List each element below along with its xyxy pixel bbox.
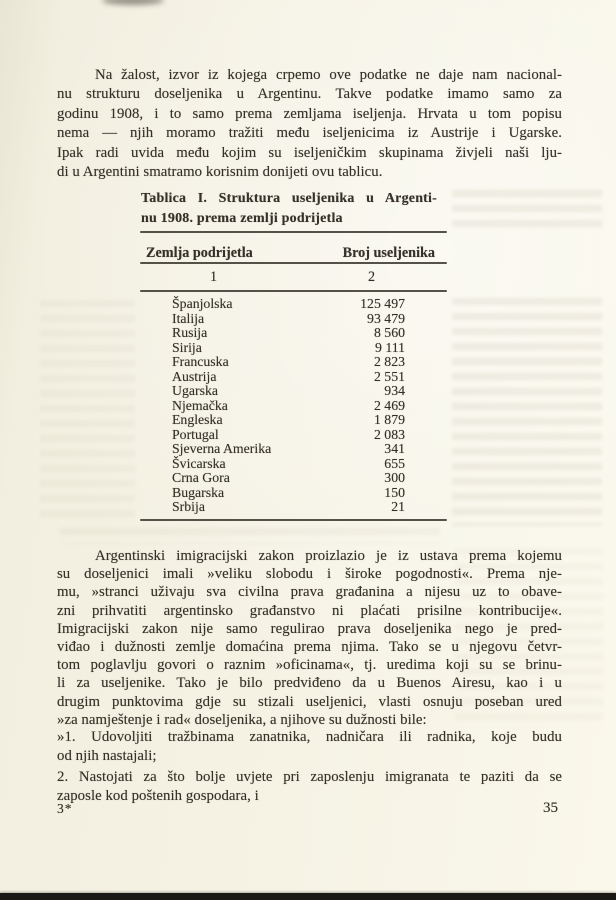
table-caption bbox=[141, 189, 437, 228]
table-rule-bottom bbox=[140, 519, 447, 521]
country-cell: Švicarska bbox=[172, 455, 226, 471]
text-line: Imigracijski zakon nije samo regulirao prava doseljenika nego je pred- bbox=[57, 620, 562, 637]
count-cell: 2 823 bbox=[373, 354, 405, 369]
count-cell: 93 479 bbox=[367, 310, 405, 326]
text-line: nema — njih moramo tražiti među iseljenicima iz Austrije i Ugarske. bbox=[57, 125, 562, 142]
table-row bbox=[140, 384, 447, 399]
table-body bbox=[140, 292, 447, 519]
paragraph-intro bbox=[57, 66, 562, 182]
country-cell: Ugarska bbox=[172, 383, 218, 398]
text-line: od njih nastajali; bbox=[57, 747, 157, 764]
country-cell: Rusija bbox=[172, 325, 208, 340]
count-cell: 934 bbox=[384, 383, 405, 398]
country-cell: Bugarska bbox=[172, 484, 225, 500]
table-row bbox=[140, 341, 447, 356]
country-cell: Srbija bbox=[172, 499, 205, 514]
country-cell: Italija bbox=[172, 310, 205, 326]
count-cell: 655 bbox=[384, 455, 405, 471]
page-number: 35 bbox=[543, 800, 558, 816]
table-row bbox=[140, 428, 447, 443]
text-line: su doseljenici imali »veliku slobodu i široke pogodnosti«. Prema nje- bbox=[57, 566, 562, 583]
table-row bbox=[140, 413, 447, 428]
count-cell: 2 551 bbox=[373, 368, 405, 384]
ink-bleedthrough bbox=[40, 300, 135, 520]
text-line: mu, »stranci uživaju sva civilna prava građanina a nijesu uz to obave- bbox=[57, 584, 562, 601]
ink-bleedthrough bbox=[60, 528, 440, 544]
column-header-country: Zemlja podrijetla bbox=[146, 245, 253, 262]
immigration-table bbox=[140, 231, 447, 521]
column-index-row bbox=[140, 264, 447, 290]
country-cell: Portugal bbox=[172, 426, 219, 442]
text-line: Argentinski imigracijski zakon proizlazio je iz ustava prema kojemu bbox=[95, 548, 562, 564]
column-header-count: Broj useljenika bbox=[342, 245, 435, 262]
column-index-2: 2 bbox=[368, 269, 376, 285]
country-cell: Austrija bbox=[172, 368, 217, 384]
text-line: di u Argentini smatramo korisnim donijeti ovu tablicu. bbox=[57, 164, 383, 181]
country-cell: Engleska bbox=[172, 412, 223, 427]
table-row bbox=[140, 442, 447, 457]
text-line: nu 1908. prema zemlji podrijetla bbox=[141, 210, 343, 226]
scan-smudge bbox=[102, 0, 164, 5]
text-line: viđao i dužnosti zemlje domaćina prema njima. Tako se u njegovu četvr- bbox=[57, 639, 562, 656]
ink-bleedthrough bbox=[452, 298, 602, 526]
country-cell: Sjeverna Amerika bbox=[172, 441, 272, 456]
list-item-2 bbox=[57, 768, 562, 806]
ink-bleedthrough bbox=[452, 190, 602, 235]
table-row bbox=[140, 500, 447, 515]
text-line: drugim punktovima gdje su stizali useljenici, vlasti osnuju poseban ured bbox=[57, 693, 562, 710]
column-index-1: 1 bbox=[210, 269, 218, 285]
count-cell: 21 bbox=[391, 499, 405, 514]
text-line: godinu 1908, i to samo prema zemljama iseljenja. Hrvata u tom popisu bbox=[57, 105, 562, 122]
country-cell: Španjolska bbox=[172, 296, 233, 311]
count-cell: 300 bbox=[384, 470, 405, 485]
count-cell: 9 111 bbox=[374, 339, 405, 355]
table-row bbox=[140, 326, 447, 341]
table-row bbox=[140, 312, 447, 327]
text-line: li za useljenike. Tako je bilo predviđeno da u Buenos Airesu, kao i u bbox=[57, 675, 562, 692]
text-line: »za namještenje i rad« doseljenika, a njihove su dužnosti bile: bbox=[57, 711, 427, 728]
table-row bbox=[140, 297, 447, 312]
table-row bbox=[140, 355, 447, 370]
table-row bbox=[140, 370, 447, 385]
country-cell: Francuska bbox=[172, 354, 229, 369]
count-cell: 1 879 bbox=[373, 412, 405, 427]
table-row bbox=[140, 471, 447, 486]
table-row bbox=[140, 399, 447, 414]
count-cell: 125 497 bbox=[360, 296, 405, 311]
text-line: zni prihvatiti argentinsko građanstvo ni plaćati prisilne kontribucije«. bbox=[57, 602, 562, 619]
text-line: tom poglavlju govori o raznim »oficinama«, tj. uredima koji su se brinu- bbox=[57, 657, 562, 674]
country-cell: Njemačka bbox=[172, 397, 228, 413]
table-header-row bbox=[140, 233, 447, 262]
count-cell: 8 560 bbox=[373, 325, 405, 340]
text-line: Tablica I. Struktura useljenika u Argenti- bbox=[141, 191, 437, 206]
text-line: Na žalost, izvor iz kojega crpemo ove podatke ne daje nam nacional- bbox=[95, 67, 562, 83]
country-cell: Crna Gora bbox=[172, 470, 230, 485]
count-cell: 341 bbox=[384, 441, 405, 456]
text-line: nu strukturu doseljenika u Argentinu. Takve podatke imamo samo za bbox=[57, 86, 562, 103]
table-rule bbox=[140, 290, 447, 292]
country-cell: Sirija bbox=[172, 339, 202, 355]
scan-bottom-edge bbox=[0, 893, 616, 900]
count-cell: 2 083 bbox=[373, 426, 405, 442]
table-row bbox=[140, 457, 447, 472]
paragraph-law bbox=[57, 547, 562, 729]
count-cell: 150 bbox=[384, 484, 405, 500]
table-row bbox=[140, 486, 447, 501]
text-line: zaposle kod poštenih gospodara, i bbox=[57, 787, 259, 804]
count-cell: 2 469 bbox=[373, 397, 405, 413]
text-line: 2. Nastojati za što bolje uvjete pri zaposlenju imigranata te paziti da se bbox=[57, 769, 562, 785]
table-rule-top bbox=[140, 231, 447, 233]
list-item-1 bbox=[57, 728, 562, 766]
signature-mark: 3* bbox=[57, 801, 73, 816]
text-line: Ipak radi uvida među kojim su iseljeničkim skupinama živjeli naši lju- bbox=[57, 144, 562, 161]
text-line: »1. Udovoljiti tražbinama zanatnika, nadničara ili radnika, koje budu bbox=[57, 729, 562, 745]
